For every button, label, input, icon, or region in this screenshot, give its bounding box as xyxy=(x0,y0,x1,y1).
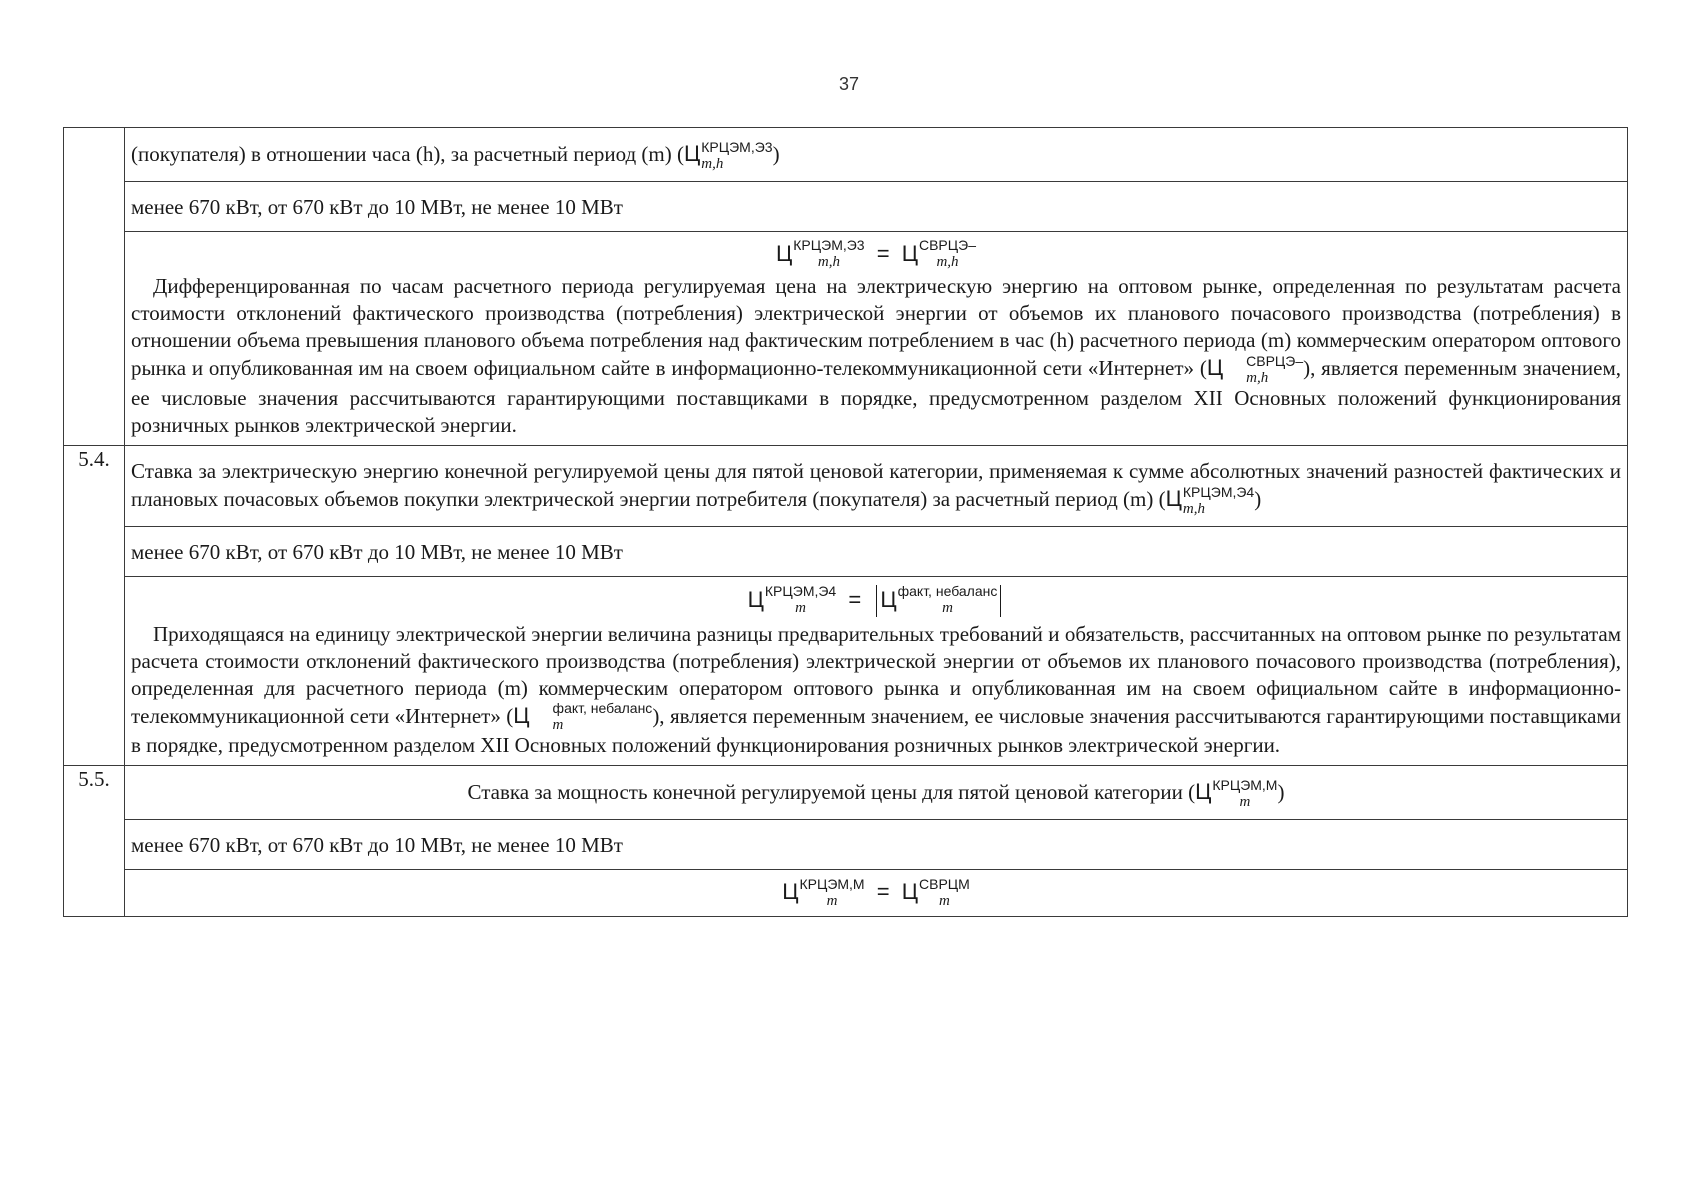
description-text-end: ), является переменным значением, ее числовые значения рассчитываются гарантирующими поставщиками в порядке, предусмотренном разделом XII Основных положений функционирования розничных рынков электрической энергии. xyxy=(131,356,1621,438)
formula-rhs-sub: m xyxy=(938,892,950,909)
rate-title-text: Ставка за мощность конечной регулируемой цены для пятой ценовой категории ( xyxy=(467,780,1196,805)
formula-lhs-symbol: Ц xyxy=(747,586,764,612)
price-superscript: СВРЦЭ– xyxy=(1246,353,1304,370)
absolute-value-bar-right xyxy=(1000,585,1001,617)
row-number-cell xyxy=(64,128,125,446)
description-text: Приходящаяся на единицу электрической энергии величина разницы предварительных требований и обязательств, рассчитанных на оптовом рынке по результатам расчета стоимости отклонений фактического производства (потребления) электрической энергии от объемов их планового почасового производства (потребления), определенная для расчетного периода (m) коммерческим оператором оптового рынка и опубликованная им на своем официальном сайте в информационно-телекоммуникационной сети «Интернет» ( xyxy=(131,621,1621,728)
equals-sign: = xyxy=(848,586,862,612)
formula-rhs-sub: m xyxy=(942,600,953,617)
description-paragraph xyxy=(131,621,1621,766)
volume-range: менее 670 кВт, от 670 кВт до 10 МВт, не менее 10 МВт xyxy=(125,181,1628,231)
equals-sign: = xyxy=(876,240,890,266)
formula-rhs-symbol: Ц xyxy=(901,879,918,905)
formula-lhs-sub: m xyxy=(795,600,806,617)
price-subscript: m xyxy=(552,717,564,734)
rate-title xyxy=(125,766,1628,820)
formula xyxy=(131,577,1621,621)
formula-rhs-symbol: Ц xyxy=(880,586,897,612)
price-symbol: Ц xyxy=(1165,486,1182,512)
table-row xyxy=(64,576,1628,766)
price-superscript: КРЦЭМ,М xyxy=(1212,777,1278,794)
table-row xyxy=(64,446,1628,527)
price-subscript: m,h xyxy=(701,155,724,172)
price-symbol: Ц xyxy=(683,141,701,166)
formula-lhs-sub: m,h xyxy=(817,254,840,271)
formula-cell xyxy=(125,231,1628,445)
closing-paren: ) xyxy=(1254,487,1262,512)
price-superscript: КРЦЭМ,Э3 xyxy=(701,138,773,155)
price-symbol: Ц xyxy=(1195,779,1212,805)
volume-range: менее 670 кВт, от 670 кВт до 10 МВт, не менее 10 МВт xyxy=(125,526,1628,576)
table-row xyxy=(64,231,1628,445)
continued-rate-title xyxy=(125,128,1628,182)
absolute-value-bar-left xyxy=(876,585,877,617)
row-number: 5.5. xyxy=(64,766,125,916)
table-row xyxy=(64,870,1628,917)
formula-lhs-sup: КРЦЭМ,Э4 xyxy=(764,583,837,600)
tariff-table xyxy=(63,127,1628,917)
formula-cell xyxy=(125,576,1628,766)
table-row xyxy=(64,766,1628,820)
formula-rhs-sub: m,h xyxy=(936,254,959,271)
formula xyxy=(131,870,1621,916)
table-row xyxy=(64,820,1628,870)
formula-rhs-sup: факт, небаланс xyxy=(897,583,998,600)
description-text: Дифференцированная по часам расчетного периода регулируемая цена на электрическую энергию на оптовом рынке, определенная по результатам расчета стоимости отклонений фактического производства (потребления) электрической энергии от объемов их планового почасового производства (потребления) в отношении объема превышения планового объема потребления над фактическим потреблением в час (h) расчетного периода (m) коммерческим оператором оптового рынка и опубликованная им на своем официальном сайте в информационно-телекоммуникационной сети «Интернет» ( xyxy=(131,274,1621,381)
formula-rhs-sup: СВРЦЭ– xyxy=(918,237,976,254)
rate-title-text: Ставка за электрическую энергию конечной регулируемой цены для пятой ценовой категории, применяемая к сумме абсолютных значений разностей фактических и плановых почасовых объемов покупки электрической энергии потребителя (покупателя) за расчетный период (m) ( xyxy=(131,459,1621,512)
formula xyxy=(131,232,1621,274)
formula-lhs-sub: m xyxy=(826,892,838,909)
price-superscript: КРЦЭМ,Э4 xyxy=(1182,483,1255,500)
description-paragraph xyxy=(131,273,1621,445)
rate-title-text: (покупателя) в отношении часа (h), за расчетный период (m) ( xyxy=(131,142,684,166)
formula-lhs-sup: КРЦЭМ,М xyxy=(799,875,865,892)
price-subscript: m,h xyxy=(1246,370,1269,387)
description-text-end: ), является переменным значением, ее числовые значения рассчитываются гарантирующими поставщиками в порядке, предусмотренном разделом XII Основных положений функционирования розничных рынков электрической энергии. xyxy=(131,703,1621,758)
price-subscript: m,h xyxy=(1182,500,1205,517)
rate-title xyxy=(125,446,1628,527)
closing-paren: ) xyxy=(772,142,780,166)
price-symbol: Ц xyxy=(1206,355,1224,381)
formula-lhs-symbol: Ц xyxy=(776,240,793,266)
volume-range: менее 670 кВт, от 670 кВт до 10 МВт, не менее 10 МВт xyxy=(125,820,1628,870)
table-row xyxy=(64,526,1628,576)
formula-cell xyxy=(125,870,1628,917)
row-number: 5.4. xyxy=(64,446,125,766)
equals-sign: = xyxy=(876,879,890,905)
page-number: 37 xyxy=(838,74,860,94)
formula-lhs-symbol: Ц xyxy=(782,879,799,905)
formula-lhs-sup: КРЦЭМ,Э3 xyxy=(793,237,865,254)
table-row xyxy=(64,181,1628,231)
price-superscript: факт, небаланс xyxy=(552,700,653,717)
formula-rhs-sup: СВРЦМ xyxy=(919,875,970,892)
closing-paren: ) xyxy=(1277,780,1285,805)
price-subscript: m xyxy=(1239,794,1251,811)
formula-rhs-symbol: Ц xyxy=(901,240,918,266)
table-row xyxy=(64,128,1628,182)
price-symbol: Ц xyxy=(513,702,530,728)
